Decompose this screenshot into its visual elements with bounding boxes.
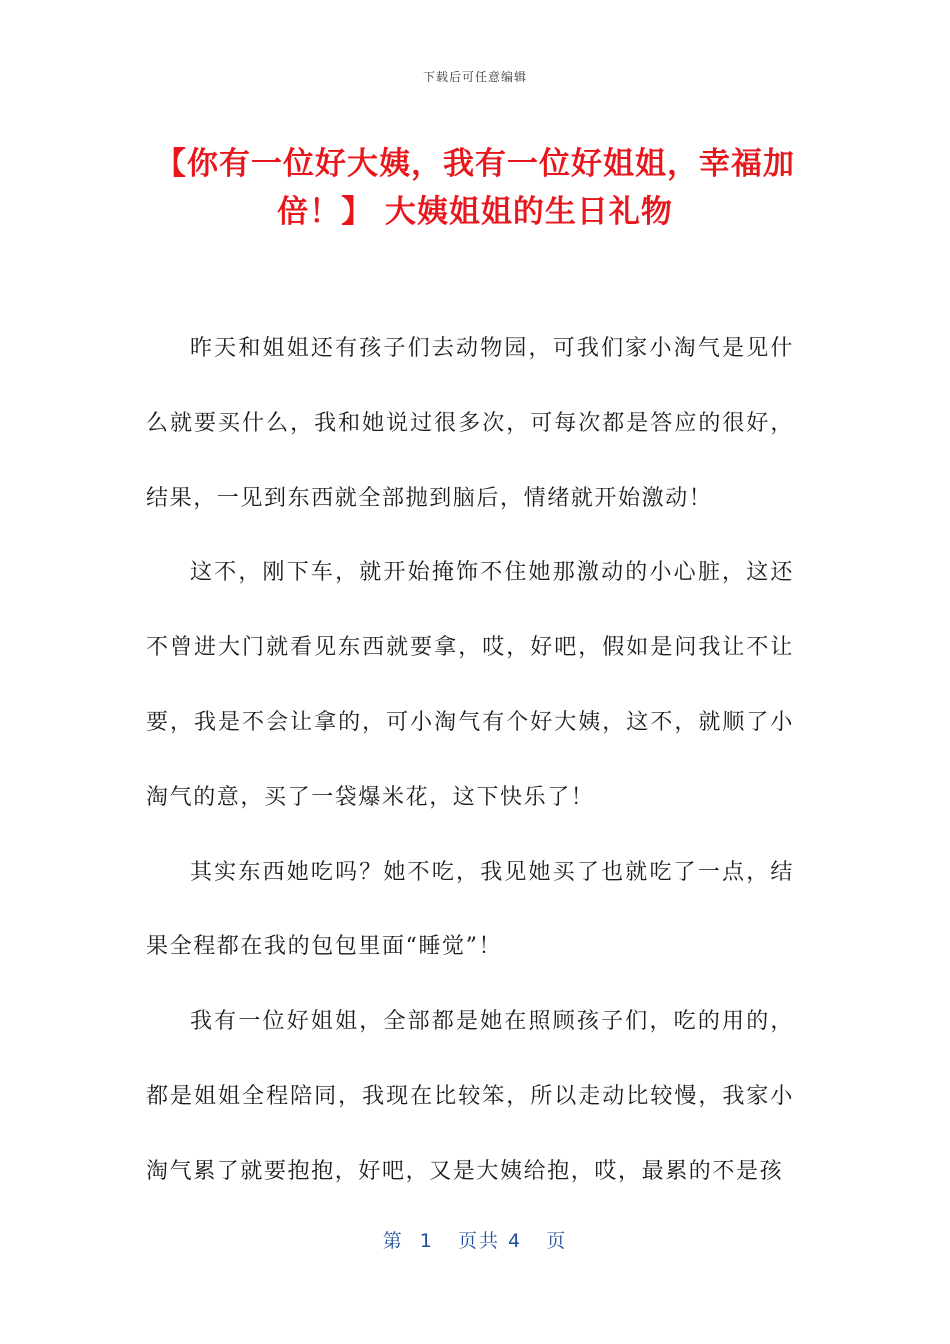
- document-body: [146, 312, 794, 1210]
- paragraph: 其实东西她吃吗？她不吃，我见她买了也就吃了一点，结果全程都在我的包包里面“睡觉”！: [146, 859, 794, 960]
- paragraph: 这不，刚下车，就开始掩饰不住她那激动的小心脏，这还不曾进大门就看见东西就要拿，哎，好吧，假如是问我让不让要，我是不会让拿的，可小淘气有个好大姨，这不，就顺了小淘气的意，买了一袋爆米花，这下快乐了！: [146, 560, 794, 810]
- paragraph: 昨天和姐姐还有孩子们去动物园，可我们家小淘气是见什么就要买什么，我和她说过很多次，可每次都是答应的很好，结果，一见到东西就全部抛到脑后，情绪就开始激动！: [146, 336, 794, 511]
- document-title: 【你有一位好大姨，我有一位好姐姐，幸福加倍！】 大姨姐姐的生日礼物: [155, 146, 795, 230]
- paragraph: 我有一位好姐姐，全部都是她在照顾孩子们，吃的用的，都是姐姐全程陪同，我现在比较笨，所以走动比较慢，我家小淘气累了就要抱抱，好吧，又是大姨给抱，哎，最累的不是孩: [146, 1009, 794, 1184]
- page-number-footer: 第 1 页共 4 页: [382, 1230, 568, 1252]
- page-header-note: 下载后可任意编辑: [422, 70, 527, 84]
